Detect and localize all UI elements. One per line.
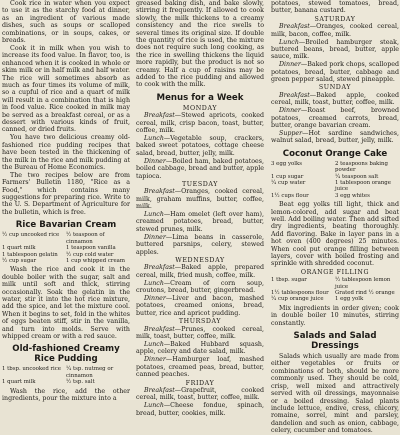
ingredient: 3 egg whites xyxy=(335,192,370,199)
menu-meal xyxy=(136,211,264,233)
meal-text: Lima beans in casserole, buttered parsnips, celery, stewed apples. xyxy=(136,233,264,256)
paragraph: The two recipes below are from Farmers' Bulletin 1180, "Rice as a Food," which contains many suggestions for preparing rice. Write to the U. S. Department of Agriculture for the bulletin, which is free. xyxy=(2,171,130,216)
recipe-heading: Old-fashioned Creamy Rice Pudding xyxy=(12,344,120,365)
meal-separator: — xyxy=(165,356,173,364)
meal-separator: — xyxy=(163,211,171,219)
meal-text: Broiled hamburger steak, buttered beans, bread, butter, apple sauce, milk. xyxy=(271,38,399,61)
recipe-method: Wash the rice and cook it in the double boiler with the sugar, salt and milk until soft and thick, stirring occasionally. Soak the gelatin in the water, stir it into the hot rice mixture, add the spice, and let the mixture cool. When it begins to set, fold in the whites of eggs beaten stiff, stir in the vanilla, and turn into molds. Serve with whipped cream or with a red sauce. xyxy=(2,266,130,340)
meal-text: Stewed apricots, cooked cereal, milk, crisp bacon, toast, butter, coffee, milk. xyxy=(136,112,264,135)
menu-meal xyxy=(136,188,264,210)
menu-meal xyxy=(136,158,264,180)
ingredient: ½ teaspoon of cinnamon xyxy=(66,232,105,245)
menu-meal xyxy=(136,295,264,317)
menu-meal xyxy=(136,356,264,378)
meal-text: Oranges, cooked cereal, milk, graham muffins, butter, coffee, milk. xyxy=(136,188,264,211)
menu-meal xyxy=(136,264,264,279)
menu-meal xyxy=(271,39,399,61)
recipe-method: Beat egg yolks till light, thick and lemon-colored, add sugar and beat well. Add boiling water. Then add sifted dry ingredients, beating thoroughly. Add flavoring. Bake in layer pans in a hot oven (400 degrees) 25 minutes. When cool put orange filling between layers, cover with boiled frosting and sprinkle with shredded coconut. xyxy=(271,201,399,268)
ingredient: 1 quart milk xyxy=(2,245,36,252)
recipe-method: Mix ingredients in order given; cook in double boiler 10 minutes, stirring constantly. xyxy=(271,304,399,327)
meal-separator: — xyxy=(174,112,182,120)
ingredient: 1 tbsp. uncooked rice xyxy=(2,366,61,373)
menu-meal xyxy=(271,130,399,145)
ingredient: 1½ tablespoons flour xyxy=(271,290,329,297)
meal-separator: — xyxy=(309,23,317,31)
ingredient-list xyxy=(271,277,399,303)
meal-separator: — xyxy=(300,107,308,115)
ingredient: 1 egg yolk xyxy=(335,296,364,303)
meal-separator: — xyxy=(174,386,182,394)
meal-separator: — xyxy=(165,233,173,241)
ingredient: Grated rind ½ orange xyxy=(335,290,395,297)
meal-label: Breakfast xyxy=(144,188,175,196)
ingredient: 1 tbsp. sugar xyxy=(271,277,307,284)
ingredient-list xyxy=(2,366,130,385)
meal-text: Oranges, cooked cereal, milk, bacon, coffee, milk. xyxy=(271,23,399,38)
meal-label: Lunch xyxy=(279,38,299,46)
recipe-method: Wash the rice, add the other ingredients, pour the mixture into a xyxy=(2,387,130,402)
ingredient: ½ cup uncooked rice xyxy=(2,232,60,239)
menu-meal xyxy=(136,234,264,256)
ingredient: 1 cup whipped cream xyxy=(66,257,125,264)
recipe-subheading: ORANGE FILLING xyxy=(300,268,370,276)
ingredient: ½ cup sugar xyxy=(2,257,37,264)
meal-label: Lunch xyxy=(144,279,164,287)
ingredient: ¼ cup water xyxy=(271,179,306,186)
meal-separator: — xyxy=(300,61,308,69)
paragraph: greased baking dish, and bake slowly, stirring it frequently. If allowed to cook slowly, the milk thickens to a creamy consistency and the rice swells to several times its original size. If double the quantity of rice is used, the mixture does not require such long cooking, as the rice in swelling thickens the liquid more rapidly, but the product is not so creamy. Half a cup of raisins may be added to the rice pudding and allowed to cook with the milk. xyxy=(136,0,264,89)
meal-text: Baked Hubbard squash, apple, celery and date salad, milk. xyxy=(136,340,264,356)
meal-separator: — xyxy=(163,402,171,410)
meal-label: Supper xyxy=(279,129,303,137)
ingredient: 1 quart milk xyxy=(2,379,36,386)
menu-meal xyxy=(136,341,264,356)
menu-meal xyxy=(271,92,399,107)
column-3 xyxy=(271,0,399,435)
meal-separator: — xyxy=(298,38,306,46)
section-heading: Salads and Salad Dressings xyxy=(293,331,377,352)
section-heading: Menus for a Week xyxy=(156,92,244,103)
meal-separator: — xyxy=(163,340,171,348)
meal-separator: — xyxy=(302,129,309,137)
ingredient: ¼ tsp. nutmeg or cinnamon xyxy=(66,366,114,379)
ingredient: ¼ teaspoon salt xyxy=(335,173,379,180)
recipe-heading: Rice Bavarian Cream xyxy=(15,220,117,231)
meal-label: Lunch xyxy=(144,135,164,142)
meal-label: Breakfast xyxy=(144,386,175,394)
ingredient-list xyxy=(2,232,130,264)
meal-label: Dinner xyxy=(144,356,166,364)
recipe-heading: Coconut Orange Cake xyxy=(282,148,388,159)
paragraph: potatoes, stewed tomatoes, bread, butter, banana custard. xyxy=(271,0,399,15)
meal-text: Roast beef, browned potatoes, creamed carrots, bread, butter, orange bavarian cream. xyxy=(271,107,399,129)
meal-text: Cream of corn soup, croutons, bread, butter, gingerbread. xyxy=(136,279,264,295)
meal-text: Hot sardine sandwiches, walnut salad, bread, butter, jelly, milk. xyxy=(271,129,399,145)
menu-meal xyxy=(136,280,264,295)
paragraph: Cook rice in water when you expect to use it as the starchy food at dinner, as an ingredient of various made dishes, such as soups or scalloped combinations, or in soups, cakes, or breads. xyxy=(2,0,130,45)
ingredient: 1 tablespoon orange juice xyxy=(335,179,391,193)
menu-day-heading: TUESDAY xyxy=(181,180,219,188)
ingredient: 2 teaspoons baking powder xyxy=(335,160,388,174)
meal-label: Breakfast xyxy=(144,112,175,120)
ingredient: ½ tablespoon lemon juice xyxy=(335,277,391,290)
meal-label: Breakfast xyxy=(144,325,175,333)
meal-label: Dinner xyxy=(279,61,301,69)
menu-day-heading: SUNDAY xyxy=(318,84,352,92)
meal-separator: — xyxy=(165,157,173,165)
meal-label: Breakfast xyxy=(144,264,175,272)
column-1 xyxy=(2,0,130,400)
ingredient: 3 egg yolks xyxy=(271,160,302,167)
meal-text: Ham omelet (left over ham), creamed potatoes, bread, butter, stewed prunes, milk. xyxy=(136,211,264,233)
meal-text: Baked apple, prepared cereal, milk, fried mush, coffee, milk. xyxy=(136,264,264,279)
menu-day-heading: WEDNESDAY xyxy=(175,257,225,264)
meal-text: Hamburger loaf, mashed potatoes, creamed peas, bread, butter, canned peaches. xyxy=(136,356,264,379)
meal-label: Lunch xyxy=(144,211,164,219)
meal-label: Dinner xyxy=(279,107,301,115)
menu-day-heading: FRIDAY xyxy=(185,379,215,387)
ingredient: ½ cup cold water xyxy=(66,251,114,258)
ingredient: 1½ cups flour xyxy=(271,192,309,199)
ingredient: 1 cup sugar xyxy=(271,173,304,180)
menu-day-heading: THURSDAY xyxy=(178,318,222,326)
menu-day-heading: MONDAY xyxy=(182,104,218,112)
ingredient: ¼ cup orange juice xyxy=(271,296,324,303)
meal-label: Breakfast xyxy=(279,91,310,99)
menu-meal xyxy=(271,107,399,129)
meal-text: Vegetable soup, crackers, baked sweet potatoes, cottage cheese salad, bread, butter, jelly, milk. xyxy=(136,135,264,157)
menu-meal xyxy=(136,112,264,134)
meal-label: Lunch xyxy=(144,402,164,410)
meal-text: Prunes, cooked cereal, milk, toast, butter, coffee, milk. xyxy=(136,325,264,341)
meal-separator: — xyxy=(309,91,317,99)
paragraph: Cook it in milk when you wish to increase its food value. In flavor, too, is enhanced when it is cooked in whole or skim milk or in half milk and half water. The rice will sometimes absorb as much as four times its volume of milk, so a cupful of rice and a quart of milk will result in a combination that is high in food value. Rice cooked in milk may be served as a breakfast cereal, or as a dessert with various kinds of fruit, canned, or dried fruits. xyxy=(2,44,130,134)
meal-text: Baked pork chops, scalloped potatoes, bread, butter, cabbage and green pepper salad, stewed pineapple. xyxy=(271,61,399,84)
meal-label: Lunch xyxy=(144,340,164,348)
menu-meal xyxy=(136,135,264,157)
meal-text: Cheese fondue, spinach, bread, butter, cookies, milk. xyxy=(136,402,264,417)
menu-day-heading: SATURDAY xyxy=(314,15,356,23)
paragraph: Salads which usually are made from either vegetables or fruits or combinations of both, should be more commonly used. They should be cold, crisp, well mixed and attractively served with oil dressings, mayonnaise or a boiled dressing. Salad plants include lettuce, endive, cress, chicory, romaine, sorrel, mint and parsley, dandelion and such as onion, cabbage, celery, cucumber and tomatoes. xyxy=(271,353,399,435)
menu-meal xyxy=(136,387,264,402)
meal-separator: — xyxy=(174,264,182,272)
meal-separator: — xyxy=(174,188,182,196)
meal-separator: — xyxy=(174,325,182,333)
menu-meal xyxy=(271,61,399,83)
menu-meal xyxy=(271,23,399,38)
meal-text: Liver and bacon, mashed potatoes, creamed onions, bread, butter, rice and apricot pudding. xyxy=(136,295,264,317)
meal-label: Breakfast xyxy=(279,23,310,31)
menu-days xyxy=(136,105,264,417)
menu-meal xyxy=(136,326,264,341)
meal-separator: — xyxy=(163,279,171,287)
meal-separator: — xyxy=(163,135,171,142)
meal-label: Dinner xyxy=(144,295,166,303)
menu-days xyxy=(271,16,399,145)
meal-text: Baked apple, cooked cereal, milk, toast, butter, coffee, milk. xyxy=(271,91,399,107)
ingredient: ½ tsp. salt xyxy=(66,379,95,386)
menu-meal xyxy=(136,402,264,417)
meal-label: Dinner xyxy=(144,233,166,241)
ingredient: 1 tablespoon gelatin xyxy=(2,251,58,258)
ingredient: 1 teaspoon vanilla xyxy=(66,245,116,252)
meal-text: Boiled ham, baked potatoes, boiled cabbage, bread and butter, apple tapioca. xyxy=(136,157,264,180)
paragraph: You have two delicious creamy old-fashioned rice pudding recipes that have been tested in the thickening of the milk in the rice and milk pudding at the Bureau of Home Economics. xyxy=(2,134,130,171)
meal-separator: — xyxy=(165,295,173,303)
meal-label: Dinner xyxy=(144,157,166,165)
meal-text: Grapefruit, cooked cereal, milk, toast, butter, coffee, milk. xyxy=(136,386,264,402)
column-2 xyxy=(136,0,264,417)
ingredient-list xyxy=(271,161,399,199)
